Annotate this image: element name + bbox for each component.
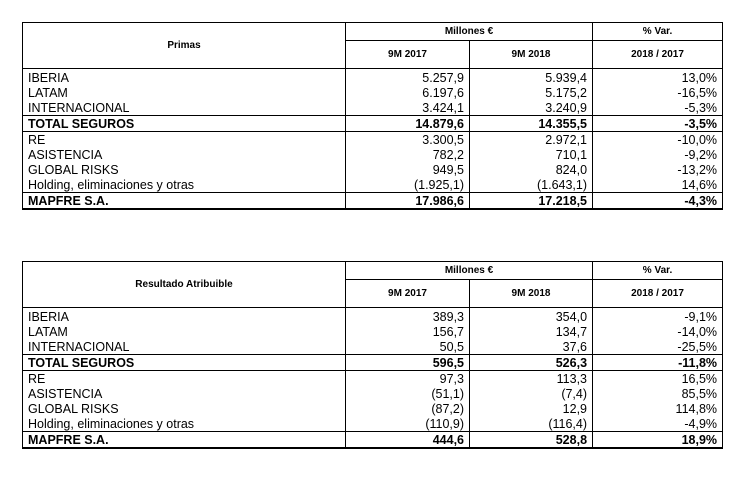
grand-total-row	[23, 432, 723, 449]
value-9m2017: 156,7	[346, 324, 470, 339]
group-header: Millones €	[346, 262, 593, 280]
value-variation: 114,8%	[593, 401, 723, 416]
value-9m2018: 37,6	[470, 339, 593, 355]
var-header: % Var.	[593, 23, 723, 41]
value-9m2018: 113,3	[470, 371, 593, 387]
value-9m2018: 14.355,5	[470, 116, 593, 132]
grand-total-row	[23, 193, 723, 210]
value-variation: -5,3%	[593, 100, 723, 116]
value-variation: -25,5%	[593, 339, 723, 355]
value-variation: -13,2%	[593, 162, 723, 177]
primas-table	[22, 22, 723, 210]
value-9m2018: 3.240,9	[470, 100, 593, 116]
value-9m2018: 134,7	[470, 324, 593, 339]
row-label: Holding, eliminaciones y otras	[23, 177, 346, 193]
row-label: LATAM	[23, 85, 346, 100]
value-variation: 18,9%	[593, 432, 723, 449]
table-title: Primas	[23, 23, 346, 69]
table-row	[23, 371, 723, 387]
table-row	[23, 132, 723, 148]
value-9m2017: 596,5	[346, 355, 470, 371]
row-label: INTERNACIONAL	[23, 100, 346, 116]
value-variation: -16,5%	[593, 85, 723, 100]
value-9m2017: 444,6	[346, 432, 470, 449]
table-row	[23, 308, 723, 325]
row-label: GLOBAL RISKS	[23, 401, 346, 416]
column-header-9m2018: 9M 2018	[470, 280, 593, 308]
row-label: IBERIA	[23, 308, 346, 325]
row-label: MAPFRE S.A.	[23, 193, 346, 210]
value-9m2017: (1.925,1)	[346, 177, 470, 193]
value-variation: -14,0%	[593, 324, 723, 339]
table-row	[23, 386, 723, 401]
value-variation: -3,5%	[593, 116, 723, 132]
row-label: RE	[23, 371, 346, 387]
value-9m2018: 2.972,1	[470, 132, 593, 148]
row-label: TOTAL SEGUROS	[23, 355, 346, 371]
value-9m2018: 12,9	[470, 401, 593, 416]
value-9m2017: 389,3	[346, 308, 470, 325]
value-variation: 13,0%	[593, 69, 723, 86]
value-9m2018: 528,8	[470, 432, 593, 449]
value-variation: -4,9%	[593, 416, 723, 432]
value-variation: -9,1%	[593, 308, 723, 325]
row-label: GLOBAL RISKS	[23, 162, 346, 177]
value-9m2017: 97,3	[346, 371, 470, 387]
value-9m2018: 526,3	[470, 355, 593, 371]
column-header-9m2017: 9M 2017	[346, 280, 470, 308]
table-row	[23, 100, 723, 116]
table-row	[23, 69, 723, 86]
row-label: ASISTENCIA	[23, 147, 346, 162]
table-row	[23, 401, 723, 416]
value-variation: 85,5%	[593, 386, 723, 401]
value-variation: 16,5%	[593, 371, 723, 387]
value-9m2018: (7,4)	[470, 386, 593, 401]
value-variation: -9,2%	[593, 147, 723, 162]
value-9m2017: (51,1)	[346, 386, 470, 401]
value-9m2017: 949,5	[346, 162, 470, 177]
column-header-variation: 2018 / 2017	[593, 280, 723, 308]
value-9m2018: 824,0	[470, 162, 593, 177]
value-variation: -11,8%	[593, 355, 723, 371]
group-header: Millones €	[346, 23, 593, 41]
value-9m2018: (116,4)	[470, 416, 593, 432]
value-9m2017: 14.879,6	[346, 116, 470, 132]
value-9m2018: 354,0	[470, 308, 593, 325]
value-9m2017: 3.300,5	[346, 132, 470, 148]
table-row	[23, 85, 723, 100]
value-9m2017: 5.257,9	[346, 69, 470, 86]
value-9m2017: 17.986,6	[346, 193, 470, 210]
value-9m2017: 50,5	[346, 339, 470, 355]
row-label: Holding, eliminaciones y otras	[23, 416, 346, 432]
column-header-9m2018: 9M 2018	[470, 41, 593, 69]
value-9m2017: 3.424,1	[346, 100, 470, 116]
table-row	[23, 324, 723, 339]
value-9m2017: 6.197,6	[346, 85, 470, 100]
row-label: LATAM	[23, 324, 346, 339]
table-row	[23, 177, 723, 193]
column-header-variation: 2018 / 2017	[593, 41, 723, 69]
value-9m2017: (87,2)	[346, 401, 470, 416]
value-variation: -4,3%	[593, 193, 723, 210]
table-row	[23, 162, 723, 177]
value-variation: 14,6%	[593, 177, 723, 193]
value-9m2017: (110,9)	[346, 416, 470, 432]
row-label: IBERIA	[23, 69, 346, 86]
value-9m2018: 710,1	[470, 147, 593, 162]
column-header-9m2017: 9M 2017	[346, 41, 470, 69]
resultado-atribuible-table	[22, 261, 723, 449]
value-variation: -10,0%	[593, 132, 723, 148]
row-label: RE	[23, 132, 346, 148]
table-row	[23, 339, 723, 355]
table-row	[23, 147, 723, 162]
row-label: INTERNACIONAL	[23, 339, 346, 355]
value-9m2018: 17.218,5	[470, 193, 593, 210]
table-row	[23, 416, 723, 432]
total-row	[23, 355, 723, 371]
value-9m2018: 5.939,4	[470, 69, 593, 86]
row-label: ASISTENCIA	[23, 386, 346, 401]
value-9m2018: (1.643,1)	[470, 177, 593, 193]
table-title: Resultado Atribuible	[23, 262, 346, 308]
value-9m2017: 782,2	[346, 147, 470, 162]
value-9m2018: 5.175,2	[470, 85, 593, 100]
total-row	[23, 116, 723, 132]
row-label: MAPFRE S.A.	[23, 432, 346, 449]
row-label: TOTAL SEGUROS	[23, 116, 346, 132]
var-header: % Var.	[593, 262, 723, 280]
